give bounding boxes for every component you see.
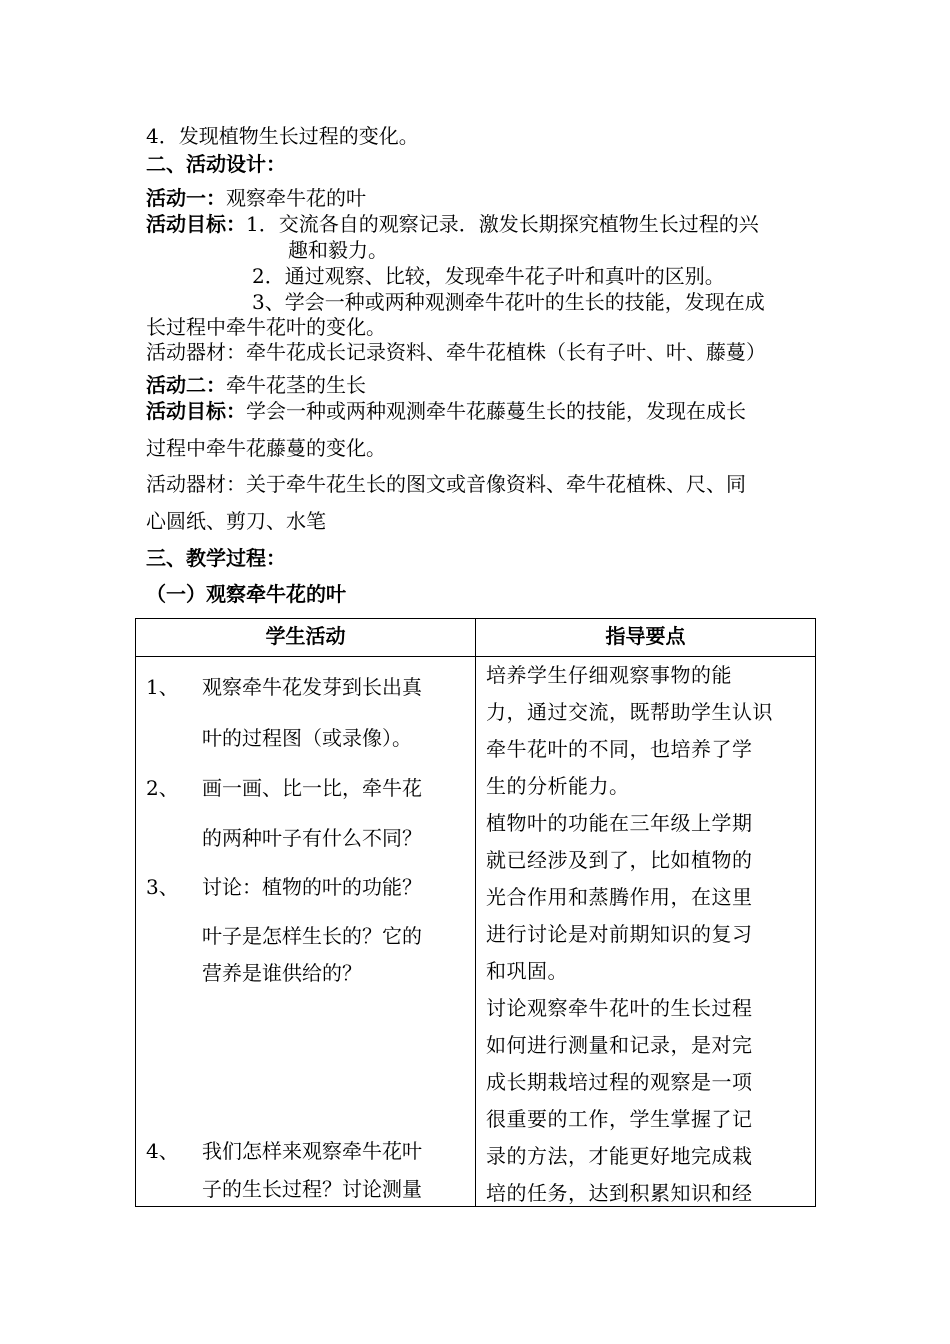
guidance-line: 成长期栽培过程的观察是一项 [486, 1070, 753, 1094]
activity1-goal-1b: 趣和毅力。 [288, 238, 388, 262]
student-activity-4a: 我们怎样来观察牵牛花叶 [202, 1139, 422, 1163]
activity1-goal-3a: 3、学会一种或两种观测牵牛花叶的生长的技能，发现在成 [252, 290, 765, 314]
student-activity-3b: 叶子是怎样生长的？它的 [202, 924, 422, 948]
activity1-goal-2: 2．通过观察、比较，发现牵牛花子叶和真叶的区别。 [252, 264, 725, 288]
guidance-line: 进行讨论是对前期知识的复习 [486, 922, 753, 946]
item-number-4: 4、 [146, 1139, 179, 1163]
header-divider [136, 656, 815, 657]
guidance-line: 如何进行测量和记录，是对完 [486, 1033, 753, 1057]
objective-4: 4．发现植物生长过程的变化。 [146, 124, 419, 148]
guidance-line: 光合作用和蒸腾作用，在这里 [486, 885, 753, 909]
guidance-line: 植物叶的功能在三年级上学期 [486, 811, 753, 835]
activity1-goal-1a [146, 211, 759, 237]
section-heading-teaching-process: 三、教学过程： [146, 546, 286, 570]
activity1-materials: 活动器材：牵牛花成长记录资料、牵牛花植株（长有子叶、叶、藤蔓） [146, 340, 766, 364]
guidance-line: 力，通过交流，既帮助学生认识 [486, 700, 773, 724]
student-activity-1b: 叶的过程图（或录像）。 [202, 726, 412, 750]
activity2-goal-label: 活动目标： [146, 399, 246, 423]
activity2-goal-a [146, 398, 746, 424]
guidance-line: 生的分析能力。 [486, 774, 630, 798]
guidance-line: 培养学生仔细观察事物的能 [486, 663, 732, 687]
guidance-line: 和巩固。 [486, 959, 568, 983]
activity2-title-text: 牵牛花茎的生长 [226, 373, 366, 397]
activity2-goal-b: 过程中牵牛花藤蔓的变化。 [146, 436, 386, 460]
item-number-3: 3、 [146, 875, 179, 899]
student-activity-2a: 画一画、比一比，牵牛花 [202, 776, 422, 800]
activity1-title [146, 185, 366, 211]
guidance-line: 录的方法，才能更好地完成栽 [486, 1144, 753, 1168]
activity1-title-label: 活动一： [146, 186, 226, 210]
activity1-title-text: 观察牵牛花的叶 [226, 186, 366, 210]
item-number-1: 1、 [146, 675, 179, 699]
student-activity-3c: 营养是谁供给的？ [202, 961, 362, 985]
activity2-materials-a: 活动器材：关于牵牛花生长的图文或音像资料、牵牛花植株、尺、同 [146, 472, 746, 496]
sub-heading-observe-leaves: （一）观察牵牛花的叶 [146, 582, 346, 606]
column-divider [475, 619, 476, 1206]
activity1-goal-1a-text: 1．交流各自的观察记录．激发长期探究植物生长过程的兴 [246, 212, 759, 236]
student-activity-2b: 的两种叶子有什么不同？ [202, 826, 422, 850]
activity2-title [146, 372, 366, 398]
student-activity-3a: 讨论：植物的叶的功能？ [202, 875, 422, 899]
item-number-2: 2、 [146, 776, 179, 800]
header-student-activity: 学生活动 [265, 624, 346, 648]
guidance-line: 讨论观察牵牛花叶的生长过程 [486, 996, 753, 1020]
header-guidance-points: 指导要点 [605, 624, 686, 648]
activity2-goal-a-text: 学会一种或两种观测牵牛花藤蔓生长的技能，发现在成长 [246, 399, 746, 423]
guidance-line: 很重要的工作，学生掌握了记 [486, 1107, 753, 1131]
activity2-title-label: 活动二： [146, 373, 226, 397]
student-activity-1a: 观察牵牛花发芽到长出真 [202, 675, 422, 699]
teaching-table [135, 618, 816, 1207]
guidance-line: 牵牛花叶的不同，也培养了学 [486, 737, 753, 761]
activity2-materials-b: 心圆纸、剪刀、水笔 [146, 509, 326, 533]
guidance-line: 培的任务，达到积累知识和经 [486, 1181, 753, 1205]
activity1-goal-label: 活动目标： [146, 212, 246, 236]
section-heading-activity-design: 二、活动设计： [146, 152, 286, 176]
guidance-line: 就已经涉及到了，比如植物的 [486, 848, 753, 872]
student-activity-4b: 子的生长过程？讨论测量 [202, 1177, 422, 1201]
activity1-goal-3b: 长过程中牵牛花叶的变化。 [146, 315, 386, 339]
